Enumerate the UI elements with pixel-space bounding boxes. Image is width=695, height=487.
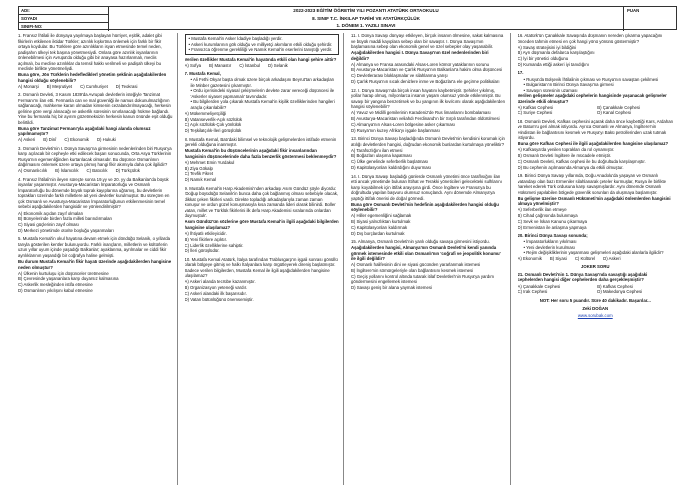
question-1 — [18, 33, 173, 89]
option-c[interactable]: C) Askerlik mesleğinden istifa etmesine — [18, 282, 93, 288]
option-a[interactable]: A) Kafkas Cephesi — [517, 104, 554, 110]
option-d[interactable]: D) Dış borçlardan kurtulmak — [351, 230, 405, 236]
bullet-item: • Ordu içerisindeki siyasal çekişmelerin devlete zarar vereceği düşüncesi ile 'Askerler siyaset yapmamalı' tavrındadır. — [191, 88, 340, 99]
question-17 — [518, 70, 674, 115]
question-19 — [518, 173, 674, 230]
info-box — [185, 34, 340, 55]
option-c[interactable]: C) İyi bir yönetici olduğunu — [517, 56, 569, 62]
option-a[interactable]: A) Askeri — [18, 137, 36, 143]
option-b[interactable]: B) İngiltere'nin sömürgeleriyle olan bağlantısını kesmek istemesi — [351, 268, 474, 274]
question-14 — [351, 174, 506, 237]
option-a[interactable]: A) Monarşi — [18, 83, 39, 89]
question-text: 3. Osmanlı Devleti'nin I. Dünya Savaşı'na girmesinin nedenlerinden biri Rusya'ya karşı açılacak bir cepheyle etki edilecek başarı sonucunda, Orta Asya Türklerinin Rusya'nın egemenliğinden kurtarılacak olmasıdır. Bu düşünce Osmanlının dağılmasını önlemek üzere ortaya çıkmış hangi fikir akımıyla daha çok ilgilidir? — [18, 145, 172, 168]
option-a[interactable]: A) Seferberlik ilan etmeye — [517, 207, 567, 213]
bullet-item: • Savaşın süresinin uzaması — [524, 88, 674, 94]
option-b[interactable]: B) Manastır — [208, 62, 232, 68]
option-b[interactable]: B) Ayrı düşmanla defalarca karşılaştığını — [517, 50, 595, 56]
option-c[interactable]: C) Kapitülasyonları kaldırmak — [351, 224, 408, 230]
question-prompt: Bu gelişme üzerine Osmanlı Hükümeti'nin aşağıdaki önlemlerden hangisini almaya yönelmiştir? — [517, 195, 671, 207]
option-c[interactable]: C) Cumhuriyet — [80, 83, 108, 89]
option-b[interactable]: B) Çanakkale Cephesi — [597, 104, 641, 110]
option-a[interactable]: A) Tarafsızlığını ilan etmesi — [351, 147, 403, 153]
column-4 — [518, 33, 678, 485]
option-c[interactable]: C) Almanya'nın Alsas-Loren bölgesine asker çıkarması — [351, 121, 455, 127]
option-c[interactable]: C) Askeri alandaki ilk başarısıdır. — [184, 291, 247, 297]
option-a[interactable]: A) Almanya ve Fransa arasındaki Alsas-Loren kömür yataklarının sorunu — [351, 61, 490, 67]
question-text: 12. I. Dünya Savaşı'nda birçok insan hayatını kaybetmiştir. Şehirler yıkılmış, yollar harap olmuş, milyonlarca insanın yaşam olumsuz yönde etkilenmiştir. Bu savaşı bir yangına benzetirsek ve bu yangının ilk kıvılcımı olarak aşağıdakilerden hangisi söylenebilir? — [351, 87, 506, 110]
option-d[interactable]: D) Vatan bütünlüğünü önemsemiştir. — [184, 296, 254, 302]
option-a[interactable]: A) Kafkasya'da yenilen toprakları da rol oynamıştır. — [517, 147, 615, 153]
question-12 — [351, 88, 506, 133]
teacher-name: Zeki DOĞAN — [582, 306, 609, 312]
info-item: • Fransızca öğrenme gerekliliği ve Namık Kemal'in eserlerini tanıştığı yerdir. — [188, 47, 333, 52]
question-text: 13. Birinci Dünya Savaşı başladığında Osmanlı Devleti'nin kendisini korumak için atılığı devletlerden hangisi, doğrudan ekonomik bunlardan kurtulmaya yöneliktir? — [351, 136, 505, 147]
question-2 — [18, 92, 173, 143]
option-b[interactable]: B) İslamcılık — [55, 168, 79, 174]
option-c[interactable]: C) Liderlik özelliklerine sahiptir. — [184, 242, 244, 248]
option-d[interactable]: D) Ermenistan ile anlaşma yapmaya — [517, 224, 587, 230]
question-prompt: Aşağıdakilerden hangisi, Almanya'nın Osmanlı Devleti'ni kendi yanında görmek istemesinde etkili olan Osmanlı'nın 'coğrafi ve jeopolitik konumu' ile ilgili değildir? — [351, 245, 501, 262]
question-text: 1. Fransız İhtilali ile dünyaya yayılmaya başlayan hürriyet, eşitlik, adalet gibi fikirlerin etkilenen iktidar Türkler; azınlık kışkırtma önlemek için farklı bir fikir ortaya koydular. Bu Türklere göre azınlıkların isyan etmesinde temel neden, padişahın ülkeyi tek başına yönetmesiydi. Onlara göre azınlık isyanlarının önlenebilmesi için Avrupa'da olduğu gibi bir anayasa hazırlanmalı, meclis açılmalı, bu meclise azınlıklar da temsil hakkı verilmeli ve padişah ülkeyi bu meclisle birlikte yönetmeliydi. — [18, 33, 162, 71]
bullet-item: • Bu bilgilerden yola çıkarak Mustafa Kemal'in kişilik özelliklerinden hangileri araçla çıkarılabilir? — [191, 99, 340, 110]
website-link[interactable]: www.sorubak.com — [577, 312, 613, 318]
option-c[interactable]: C) Batıcılık — [86, 168, 108, 174]
score-box — [624, 7, 676, 31]
option-a[interactable]: A) Osmanlıcılık — [18, 168, 48, 174]
question-text: 2. Osmanlı Devleti, 3 Kasım 1839'da Avrupalı devletlerin isteğiyle Tanzimat Fermanı'nı ilan etti. Fermanla can ve mal güvenliği ile namus dokunulmazlığının sağlanacağı, mahkeme kararı olmadan kimsenin cezalandırılmayacağı, herkesin gelirine göre vergi alınacağı ve askerlik süresinin sınırlanacağı hükme bağlandı. Yine bu fermanla hiç bir ayırım gözetmeksizin herkesin kanun önünde eşit olduğu belirtildi. — [18, 92, 173, 125]
option-d[interactable]: D) Teşkilatçılık-İleri görüşlülük — [184, 128, 242, 134]
option-d[interactable]: D) Bu cephenin açılmasında Almanya da etkili olmuştur. — [517, 164, 624, 170]
question-text: 21. Osmanlı Devleti'nin 1. Dünya Savaşı'nda savaştığı aşağıdaki cephelerden hangisi diğer cephelerden daha gerçekleşmiştir? — [517, 271, 648, 283]
question-prompt: Buna göre, Jön Türklerin hedeflediklerİ yönetim şeklinin aşağıdakilerden hangisi olduğu söylenebilir? — [18, 72, 167, 83]
option-c[interactable]: C) Ülke genelinde seferberlik başlatması — [351, 159, 429, 165]
option-b[interactable]: B) Çevresinde yaşananlara karşı duyarsız kalmasına — [18, 276, 119, 282]
question-text: 15. Almanya, Osmanlı Devleti'nin yanlı olduğu savaşa girmesini istiyordu. — [351, 239, 490, 245]
option-b[interactable]: B) Avusturya-Macaristan veliahdı Ferdinand'ın bir Sırplı tarafından öldürülmesi — [351, 115, 500, 121]
option-b[interactable]: B) Avusturya-Macaristan ve Çarlık Rusya'nın Balkanlar'a hakim olma düşüncesi — [351, 67, 503, 73]
option-c[interactable]: C) Irak Cephesi — [517, 289, 548, 295]
question-prompt: Mustafa Kemal'in bu düşüncelerinin aşağıdaki fikir insanlarından hangisinin düşüncelerinde daha fazla benzerlik göstermesi beklenmeydir? — [184, 148, 337, 159]
exam-header — [18, 6, 677, 30]
option-b[interactable]: B) Osmanlı Devleti İngiltere ile mücadele etmiştir. — [517, 153, 612, 159]
option-d[interactable]: D) Kapitülasyonları kaldırdığını duyurması — [351, 165, 432, 171]
option-c[interactable]: C) Tevfik Fikret — [184, 171, 214, 177]
option-a[interactable]: A) Savaş stratejisini iyi bildiğini — [517, 44, 577, 50]
option-d[interactable]: D) Merkezi yönetimde otorite boşluğu yaşanmaları — [18, 227, 114, 233]
option-d[interactable]: D) Namık Kemal — [184, 177, 217, 183]
question-text: 9. Mustafa Kemal'in Harp Akademisi'nden arkadaşı Asım Gündüz şöyle diyordu: 'Doğup büyüdüğü Selanik'in bunca daha çok bağlanmış olması sebebiyle olacak, dikkat çeken fikirleri vardı. Direkte topladığı arkadaşlarıyla zaman zaman konuşur ve ordun güzel konuşmasıyla kısa zamanda lideri olarak bilinirdi. Boller vatan, millet ve Türklük fikirlerini ilk defa Harp Akademisi sıralarında onlardan duymuştuk'. — [184, 185, 339, 219]
question-16 — [518, 33, 674, 67]
option-a[interactable]: A) Sofya — [184, 62, 201, 68]
option-d[interactable]: D) Selanik — [267, 62, 288, 68]
question-prompt: Verilen gelişmeler aşağıdaki cephelerin hangisinde yaşanacak gelişmeler üzerinde etkili olmuştur? — [517, 93, 667, 104]
option-c[interactable]: C) İstanbul — [239, 62, 260, 68]
bullet-item: • Rusya'da Bolşevik İhtilalinin çıkması ve Rusya'nın savaştan çekilmesi — [524, 77, 674, 83]
option-b[interactable]: B) Ziya Gökalp — [184, 165, 213, 171]
option-d[interactable]: D) Hukuki — [96, 137, 116, 143]
column-3 — [351, 33, 511, 485]
course-title: 8. SINIF T.C. İNKILAP TARİHİ VE ATATÜRKÇÜLÜK — [312, 15, 420, 21]
question-text: 5. Mustafa Kemal'in okul hayatına devam etmek için döndüğü Selanik, o yıllarda tarıyla gösterilen kentler bulunuyordu. Farklı inançların, milletlerin ve kültürlerin uzun yıllar uyum içinde yaşadığı Balkanlar; ayaklanma, ayrılmalar ve ciddi fikir ayrılıklarının yaşandığı bir coğrafya haline gelmişti. — [18, 236, 171, 258]
question-4 — [18, 177, 173, 233]
exam-note: NOT: Her soru 5 puandır. Süre 40 dakikadır. Başarılar... — [539, 297, 651, 303]
column-2 — [185, 33, 345, 485]
option-c[interactable]: C) Sevk ve İskan Kanunu çıkarmaya — [517, 219, 587, 225]
option-c[interactable]: C) Kültürel — [574, 255, 596, 261]
question-3 — [18, 146, 173, 174]
question-18 — [518, 119, 674, 171]
option-a[interactable]: A) Ekonomik — [517, 255, 542, 261]
joker-heading: JOKER SORU — [581, 264, 610, 270]
question-prompt: Buna göre Kafkas Cephesi ile ilgili aşağıdakilerden hangisine ulaşılamaz? — [517, 141, 669, 147]
option-b[interactable]: B) Yeni fikirlere açıktır. — [184, 236, 228, 242]
option-c[interactable]: C) Osmanlı Devleti, Kafkas cephesi ile bu doğrultuda karşılaşmıştır. — [517, 158, 646, 164]
question-7 — [185, 71, 340, 134]
option-b[interactable]: B) Boğazları ulaşıma kapatması — [351, 153, 412, 159]
option-b[interactable]: B) Organizasyon yeteneği vardır. — [184, 285, 248, 291]
question-text: 11. I. Dünya Savaşı dünyayı etkileyen, birçok insanın ölmesine, sakat kalmasına ve büyük maddi kayıplara sebep olan bir savaştır. I. Dünya Savaşı'nın başlamasına sebep olan ekonomik genel ve özel sebepler olay yaşanabilir. — [351, 33, 504, 49]
question-text: 19. Birinci Dünya Savaşı yıllarında, Doğu Anadolu'da yaşayan ve Osmanlı vatandaşı olan bazı Ermeniler silahlanarak çeteler kurmuşlar, Rusya ile birlikte hareket ederek Türk ordusuna karşı savaşmışlardır. Aynı dönemde Osmanlı Hükümeti yapılabilen bölgede güvenlik sorunları da oluşmaya başlamıştır. — [517, 173, 667, 195]
option-c[interactable]: C) Geçiş yollarını kontrol altında tutarak itilaf Devletleri'nin Rusya'ya yardım göndermesini engellemek istemesi — [351, 273, 495, 285]
question-text: 4. Fransız İhtilali'nin ileyen süreçte sonra 19.yy ve 20. yy da Balkanlar'da büyük isyanlar yaşanmıştır. Avusturya-Macaristan İmparatorluğu ve Osmanlı İmparatorluğu bu dönemde büyük toprak kayıplarına uğramış, bu devletlerin toprakları üzerinde farklı milletlere ait yeni devletler kurulmuştur. Bu süreçten en çok Osmanlı ve Avusturya-Macaristan İmparatorluğunun etkilenmesinin temel sebebi aşağıdakilerden hangisidir ve yönlendirilmiştir? — [18, 176, 170, 210]
info-item: • Askeri kurumlarının gök olduğu ve milliyetçi akımların etkili olduğu şehirdir. — [188, 41, 333, 47]
option-d[interactable]: D) Teokrasi — [115, 83, 138, 89]
option-a[interactable]: A) Yavuz ve Midilli gemilerinin Karadeniz'de Rus limanlarını bombalaması — [351, 110, 491, 116]
option-d[interactable]: D) İleri görüşlüdür. — [184, 248, 220, 254]
question-title: 17. — [517, 70, 524, 76]
question-text: 8. Mustafa Kemal, Batı'daki bilimsel ve teknolojik gelişmelerden istifade etmenin gerekli olduğuna inanmıştır. — [184, 136, 337, 148]
option-a[interactable]: A) Hiller egemenliğini sağlamak — [351, 213, 412, 219]
option-b[interactable]: B) Meşrutiyet — [46, 83, 73, 89]
question-title: 20. Birinci Dünya Savaşı sonunda; — [517, 233, 588, 239]
question-prompt: Asım Gündüz'ün sözlerine göre Mustafa Kemal'in ilgili aşağıdaki bilgilerden hangisine ulaşılamaz? — [184, 219, 339, 230]
bullet-item: • Yeni devletlerin kurulması — [524, 245, 674, 251]
score-label: PUAN — [627, 8, 640, 13]
option-b[interactable]: B) Dinî — [43, 137, 57, 143]
option-b[interactable]: B) Vatanseverlik-Açık sözlülük — [184, 116, 242, 122]
option-b[interactable]: B) Kafkas Cephesi — [597, 283, 633, 289]
surname-field[interactable]: SOYADI — [19, 15, 108, 23]
option-b[interactable]: B) Bünyelerinde birden fazla milleti barındırmaları — [18, 216, 113, 222]
option-d[interactable]: D) Rusya'nın kuzey Afrika'yı işgale başlanması — [351, 127, 440, 133]
question-title: 7. Mustafa Kemal, — [184, 71, 221, 77]
question-20 — [518, 233, 674, 261]
option-c[interactable]: C) Siyasi güçlerinin zayıf olması — [18, 222, 79, 228]
option-a[interactable]: A) Ekonomik açıdan zayıf olmaları — [18, 210, 84, 216]
bullet-item: • Rejim değişikliklerinin yaşanması gelişmeleri aşağıdaki alanlarla ilgilidir? — [524, 250, 674, 256]
option-a[interactable]: A) Mehmet Emin Yurdakul — [184, 159, 235, 165]
question-prompt: Buna göre Tanzimat Fermanı'yla aşağıdaki hangi alanda olumsuz yapılmamıştır? — [18, 125, 151, 137]
name-field[interactable]: ADI: — [19, 7, 108, 15]
question-21 — [518, 272, 674, 295]
question-prompt: Verilen özellikler Mustafa Kemal'in hayatında etkili olan hangi şehire aittir? — [184, 56, 337, 62]
school-title: 2022-2023 EĞİTİM ÖĞRETİM YILI POZANTI ATATÜRK ORTAOKULU — [293, 8, 439, 13]
option-a[interactable]: A) Mükemmeliyetçiliği — [184, 110, 227, 116]
info-item: • Mustafa Kemal'in Asker İdadiye başladığı yerdir. — [188, 36, 283, 41]
option-d[interactable]: D) Kumanda ettiği askeri iyi tanıdığını — [517, 61, 589, 67]
option-a[interactable]: A) Osmanlı halifesinin dini ve siyasi gücünden yararlanmak istemesi — [351, 262, 481, 268]
question-prompt: Aşağıdakilerden hangisi I. Dünya Savaşı'nın özel nedenlerinden biri değildir? — [351, 50, 489, 61]
question-8 — [185, 137, 340, 183]
question-11 — [351, 33, 506, 85]
bullet-item: • Ali Fethi Okyar başta olmak üzere birçok arkadaşını Beyrut'tan arkadaşları ile Minber gazetesini çıkarmıştır. — [191, 77, 340, 88]
option-d[interactable]: D) Askeri — [603, 255, 621, 261]
option-c[interactable]: C) Suriye Cephesi — [517, 110, 553, 116]
question-9 — [185, 186, 340, 254]
bullet-item: • İmparatorlukların yıkılması — [524, 239, 674, 245]
question-text: 14. I. Dünya Savaşı başladığı günlerde Osmanlı yönetimi önce taraflısığını ilan etti ancak yönetimde bulunan İttihat ve Terakki yöneticileri gelecekteki sulhlarını karşı koyabilmek için ittifak arayışına girdi. Önce İngiltere ve Fransa'ya bu doğrultuda yapılan başvuru olumsuz sonuçlandı. Aynı dönemde Almanya'ya yaptığı ittifak önerisi de doğal görmedi. — [351, 173, 502, 201]
student-info — [19, 7, 109, 31]
question-10 — [185, 257, 340, 302]
question-text: 18. Osmanlı Devleti, Kafkas cephesini açarak daha önce kaybettiği Kars, Ardahan ve Batum'u geri almak istiyordu. Ayrıca Osmanlı ve Almanya, İngiltere'nin Hindistan ile bağlantısını kesmek ve Rusya'yı Bakü petrollerinden uzak tutmak istiyordu. — [517, 118, 673, 141]
question-13 — [351, 136, 506, 170]
option-c[interactable]: C) Ekonomik — [64, 137, 89, 143]
class-no-field[interactable]: SINIFI-NO: — [21, 24, 43, 29]
option-d[interactable]: D) Türkçülük — [115, 168, 140, 174]
option-b[interactable]: B) Cihad çağrısında bulunmaya — [517, 213, 578, 219]
option-c[interactable]: C) Devletlerarası bloklaşmalar ve silahlanma yarışı — [351, 73, 448, 79]
question-15 — [351, 239, 506, 291]
option-a[interactable]: A) Çanakkale Cephesi — [517, 283, 561, 289]
option-b[interactable]: B) Siyasi — [549, 255, 567, 261]
exam-title — [109, 7, 624, 31]
option-d[interactable]: D) Savaşı geniş bir alana yaymak istemesi — [351, 285, 432, 291]
exam-term: 1. DÖNEM 1. YAZILI SINAVI — [336, 23, 396, 28]
option-a[interactable]: A) İhtiyatlı etkileyicidir. — [184, 230, 227, 236]
question-text: 16. Atatürk'ün Çanakkale Savaşında düşmanın nereden çıkarma yapacağını önceden tahmin etmesi en çok hangi yönü yönünü göstermiştir? — [517, 33, 663, 44]
option-c[interactable]: C) Açık sözlülük-Çok yönlülük — [184, 122, 242, 128]
question-6 — [185, 34, 340, 68]
option-d[interactable]: D) Makedonya Cephesi — [597, 289, 643, 295]
question-5 — [18, 236, 173, 293]
option-d[interactable]: D) Çarlık Rusya'nın sıcak denizlere inme ve Boğazlar'a ele geçirme politikaları — [351, 79, 500, 85]
question-prompt: Bu durum Mustafa Kemal'in fikir hayatı üzerinde aşağıdakilerden hangisine neden olmuştur? — [18, 259, 172, 270]
option-d[interactable]: D) Osmanlının yıkılışını kabul etmesine — [18, 288, 93, 294]
option-d[interactable]: D) Kanal Cephesi — [597, 110, 631, 116]
option-a[interactable]: A) Askeri alanda tecrübe kazanmıştır. — [184, 279, 256, 285]
bullet-item: • Bulgaristan'ın Birinci Dünya Savaşı'na girmesi — [524, 82, 674, 88]
question-prompt: Buna göre Osmanlı Devleti'nin hedefinin aşağıdakilerden hangisi olduğu söylenebilir? — [351, 201, 499, 213]
question-text: 10. Mustafa Kemal Atatürk, İtalya tarafından Trablusgarp'ın işgali sonrası gönüllü olarak bölgeye gitmiş ve halkı İtalyanlara karşı örgütleyerek direniş başlatmıştır. Sadece verilen bilgilerden, Mustafa Kemal ile ilgili aşağıdakilerden hangisine ulaşılamaz? — [184, 256, 338, 279]
option-a[interactable]: A) Ülkenin kurtuluşu için düşünceler üretmesine — [18, 270, 109, 276]
column-1 — [18, 33, 178, 485]
option-b[interactable]: B) Siyasi yalnızlıktan kurtulmak — [351, 219, 411, 225]
